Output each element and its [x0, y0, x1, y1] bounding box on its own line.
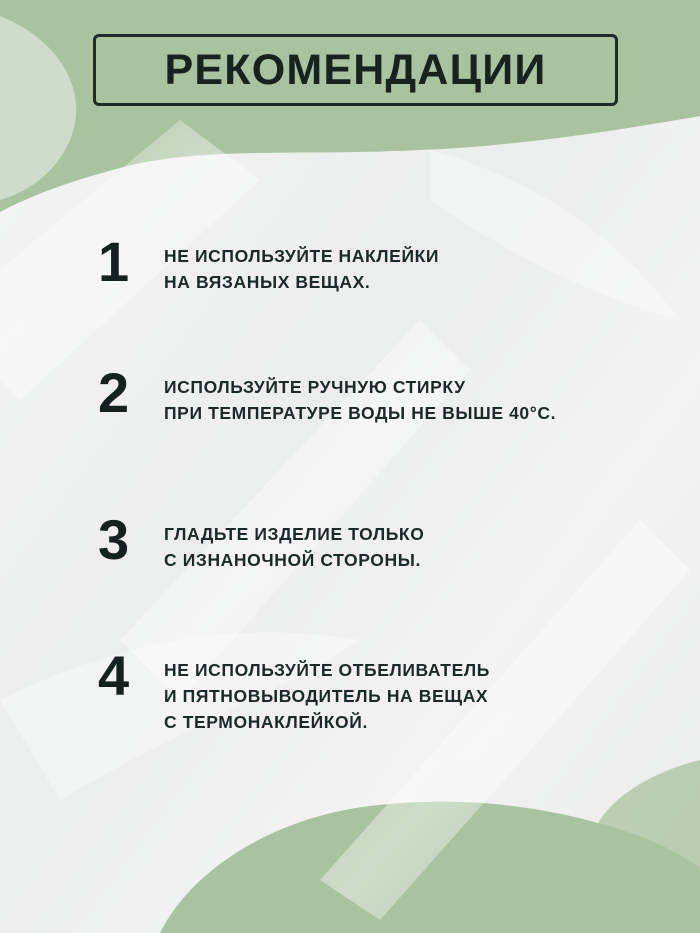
- item-text-line: НЕ ИСПОЛЬЗУЙТЕ ОТБЕЛИВАТЕЛЬ: [164, 660, 490, 680]
- list-item: [98, 508, 425, 574]
- item-number: 3: [98, 508, 130, 571]
- list-item: [98, 644, 490, 736]
- page-title: РЕКОМЕНДАЦИИ: [164, 45, 547, 94]
- item-text-line: С ИЗНАНОЧНОЙ СТОРОНЫ.: [164, 549, 421, 570]
- item-number: 4: [98, 644, 130, 707]
- item-text: [164, 513, 424, 574]
- item-number: 2: [98, 361, 130, 424]
- list-item: [98, 361, 557, 427]
- item-text-line: ИСПОЛЬЗУЙТЕ РУЧНУЮ СТИРКУ: [164, 377, 466, 397]
- item-text-line: ПРИ ТЕМПЕРАТУРЕ ВОДЫ НЕ ВЫШЕ 40°С.: [164, 402, 557, 423]
- list-item: [98, 230, 440, 296]
- item-text: [164, 366, 556, 427]
- item-text-line: И ПЯТНОВЫВОДИТЕЛЬ НА ВЕЩАХ: [164, 685, 489, 706]
- item-text-line: С ТЕРМОНАКЛЕЙКОЙ.: [164, 711, 368, 732]
- item-text-line: НА ВЯЗАНЫХ ВЕЩАХ.: [164, 271, 371, 292]
- item-text: [164, 235, 439, 296]
- item-text-line: НЕ ИСПОЛЬЗУЙТЕ НАКЛЕЙКИ: [164, 246, 440, 266]
- item-number: 1: [98, 230, 130, 293]
- item-text: [164, 649, 490, 736]
- page-title-frame: [93, 34, 618, 106]
- item-text-line: ГЛАДЬТЕ ИЗДЕЛИЕ ТОЛЬКО: [164, 524, 425, 544]
